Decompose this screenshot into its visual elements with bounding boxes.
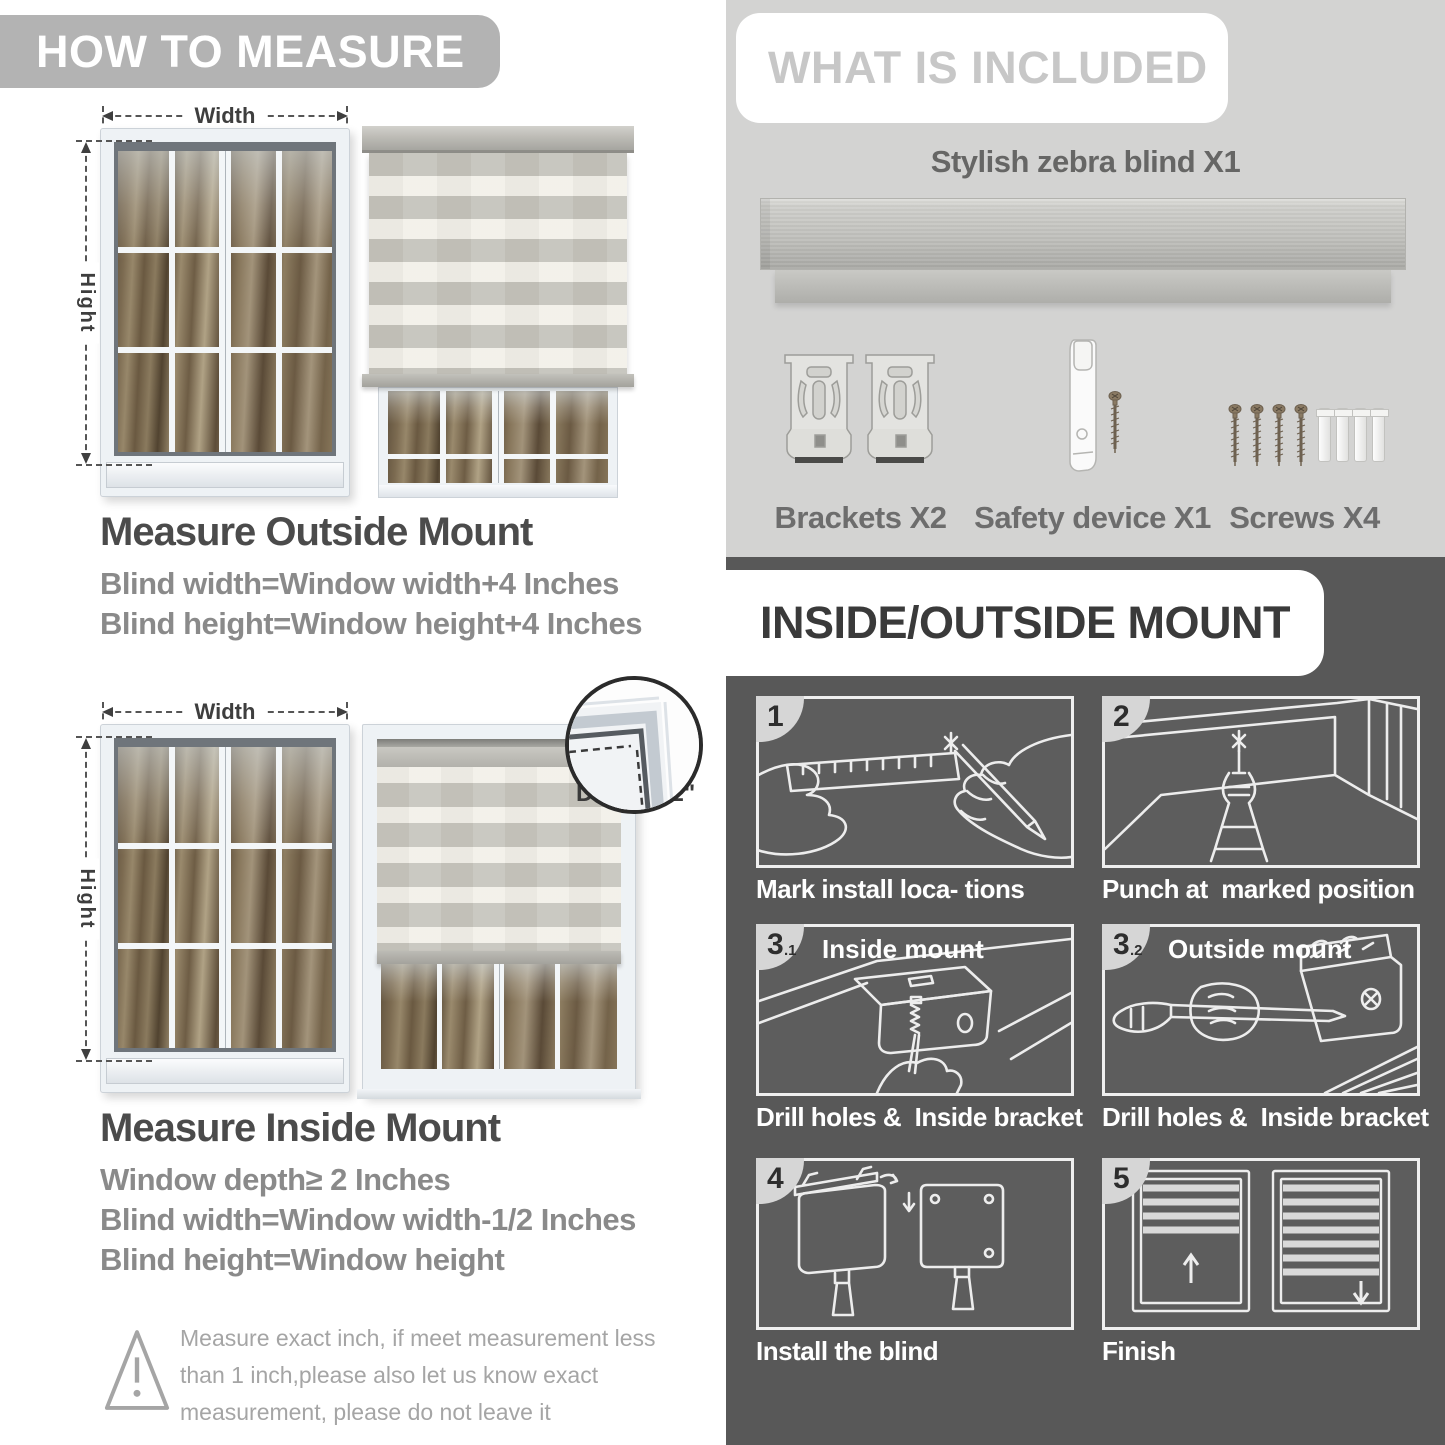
- wall-anchor-icon: [1336, 408, 1349, 462]
- frame-corner-detail: [569, 680, 699, 810]
- step-number: 2: [1113, 700, 1130, 733]
- step4-illustration: [759, 1161, 1071, 1327]
- step-number: 5: [1113, 1162, 1130, 1195]
- outside-formula-2: Blind height=Window height+4 Inches: [100, 606, 642, 641]
- arrow-down-icon: [81, 1049, 91, 1060]
- height-tick-top: [76, 736, 152, 738]
- muntin-vertical: [276, 747, 282, 1048]
- bracket-icon: [864, 351, 936, 467]
- step-caption-3-1: Drill holes & Inside bracket: [756, 1102, 1083, 1132]
- step-number-sub: .2: [1130, 942, 1143, 959]
- window-sill: [379, 485, 617, 497]
- muntin-vertical: [555, 964, 560, 1069]
- outside-formula-1: Blind width=Window width+4 Inches: [100, 566, 619, 601]
- center-mullion: [492, 391, 504, 483]
- screw-icon: [1226, 404, 1244, 468]
- step-caption-1: Mark install loca- tions: [756, 874, 1025, 904]
- what-is-included-header: WHAT IS INCLUDED: [736, 13, 1228, 123]
- step1-illustration: [759, 699, 1071, 865]
- width-label: Width: [183, 699, 268, 725]
- blind-outside-mount-image: [362, 126, 634, 498]
- warning-line: than 1 inch,please also let us know exact: [180, 1362, 599, 1388]
- screw-icon: [1270, 404, 1288, 468]
- brackets-label: Brackets X2: [774, 500, 947, 535]
- wall-anchor-icon: [1372, 408, 1385, 462]
- step-number-sub: .1: [784, 942, 797, 959]
- step-number: 3: [1113, 928, 1130, 961]
- product-label: Stylish zebra blind X1: [930, 144, 1241, 179]
- height-label: Hight: [74, 262, 99, 343]
- window-below-blind: [378, 387, 618, 498]
- arrow-up-icon: [81, 738, 91, 749]
- inside-formula-1: Window depth≥ 2 Inches: [100, 1162, 451, 1197]
- headrail-photo: [760, 198, 1406, 270]
- arrow-down-icon: [81, 453, 91, 464]
- blind-headrail: [362, 126, 634, 153]
- safety-device-label: Safety device X1: [974, 500, 1211, 535]
- muntin-vertical: [169, 151, 175, 452]
- step-caption-3-2: Drill holes & Inside bracket: [1102, 1102, 1429, 1132]
- step-number: 1: [767, 700, 784, 733]
- blind-zebra-stripes: [369, 153, 627, 374]
- center-mullion: [219, 747, 231, 1048]
- depth-detail-circle: [565, 676, 703, 814]
- step5-illustration: [1105, 1161, 1417, 1327]
- mount-header: INSIDE/OUTSIDE MOUNT: [726, 570, 1324, 676]
- muntin-vertical: [276, 151, 282, 452]
- screw-icon: [1106, 388, 1124, 458]
- warning-note: [180, 1320, 656, 1431]
- inside-mount-title: Measure Inside Mount: [100, 1106, 501, 1150]
- step-caption-4: Install the blind: [756, 1336, 939, 1366]
- height-tick-bottom: [76, 1060, 152, 1062]
- warning-triangle-icon: [102, 1324, 172, 1416]
- width-label: Width: [183, 103, 268, 129]
- blind-bottom-rail: [362, 374, 634, 387]
- arrow-up-icon: [81, 142, 91, 153]
- step2-illustration: [1105, 699, 1417, 865]
- window-glass: [388, 391, 608, 483]
- wall-anchor-icon: [1318, 408, 1331, 462]
- step-title-3-1: Inside mount: [822, 934, 984, 964]
- blind-bottom-rail: [377, 951, 621, 964]
- screws-label: Screws X4: [1229, 500, 1380, 535]
- warning-line: measurement, please do not leave it: [180, 1399, 551, 1425]
- window-sill: [357, 1089, 641, 1099]
- step-card-1: [756, 696, 1074, 868]
- center-mullion: [494, 964, 504, 1069]
- step-caption-5: Finish: [1102, 1336, 1176, 1366]
- height-arrow-outside: [74, 142, 158, 464]
- window-glass: [381, 964, 617, 1069]
- step-title-3-2: Outside mount: [1168, 934, 1352, 964]
- step-card-2: [1102, 696, 1420, 868]
- muntin-vertical: [550, 391, 556, 483]
- step-number: 3: [767, 928, 784, 961]
- step-number: 4: [767, 1162, 784, 1195]
- safety-device-icon: [1064, 338, 1100, 474]
- how-to-measure-header: HOW TO MEASURE: [0, 15, 500, 88]
- wall-anchor-icon: [1354, 408, 1367, 462]
- height-tick-bottom: [76, 464, 152, 466]
- screw-icon: [1292, 404, 1310, 468]
- warning-line: Measure exact inch, if meet measurement less: [180, 1325, 656, 1351]
- step-card-5: [1102, 1158, 1420, 1330]
- headrail-valance: [775, 270, 1391, 303]
- height-arrow-inside: [74, 738, 158, 1060]
- outside-mount-title: Measure Outside Mount: [100, 510, 533, 554]
- step-caption-2: Punch at marked position: [1102, 874, 1415, 904]
- muntin-vertical: [169, 747, 175, 1048]
- inside-formula-2: Blind width=Window width-1/2 Inches: [100, 1202, 636, 1237]
- screw-icon: [1248, 404, 1266, 468]
- height-label: Hight: [74, 858, 99, 939]
- height-tick-top: [76, 140, 152, 142]
- muntin-vertical: [437, 964, 442, 1069]
- muntin-vertical: [440, 391, 446, 483]
- center-mullion: [219, 151, 231, 452]
- inside-formula-3: Blind height=Window height: [100, 1242, 505, 1277]
- step-card-4: [756, 1158, 1074, 1330]
- bracket-icon: [783, 351, 855, 467]
